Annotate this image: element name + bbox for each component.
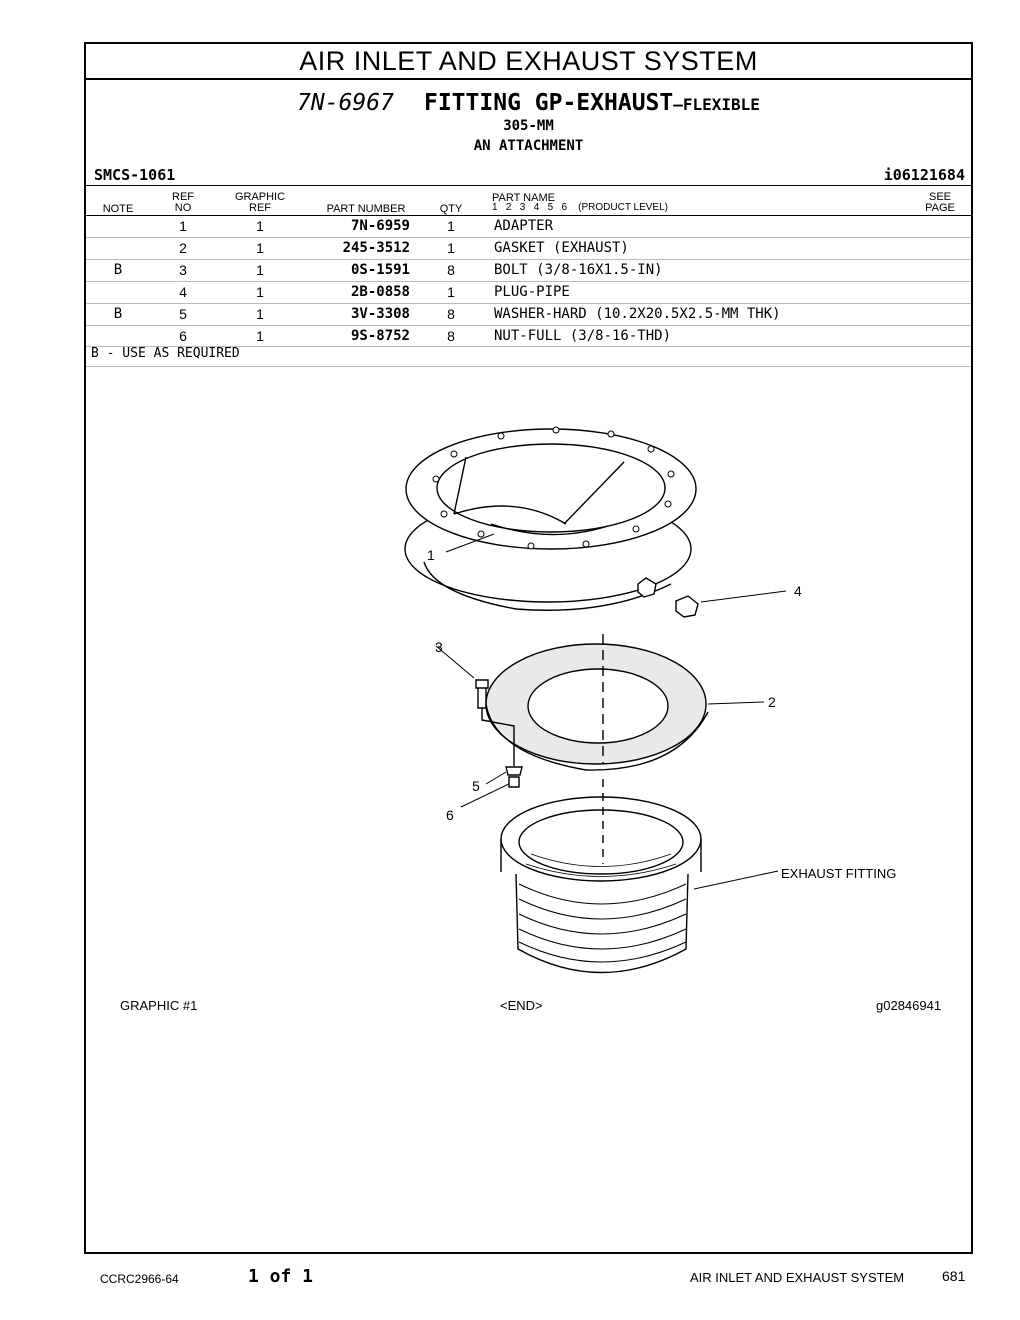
part-number-cell: 3V-3308 <box>350 306 410 322</box>
qty-cell: 8 <box>447 328 455 344</box>
col-part-name: PART NAME <box>492 192 555 204</box>
footer-section: AIR INLET AND EXHAUST SYSTEM <box>690 1270 905 1285</box>
page-frame <box>84 42 973 1254</box>
divider <box>86 185 971 186</box>
ref-cell: 4 <box>179 284 187 300</box>
part-number-cell: 9S-8752 <box>350 328 410 344</box>
callout-6: 6 <box>446 807 454 823</box>
ref-cell: 2 <box>179 240 187 256</box>
graphic-ref-cell: 1 <box>256 328 264 344</box>
graphic-label: GRAPHIC #1 <box>120 998 198 1013</box>
group-part-name: FITTING GP-EXHAUST <box>423 90 674 116</box>
table-row <box>86 216 971 237</box>
exhaust-fitting-label: EXHAUST FITTING <box>781 866 897 881</box>
qty-cell: 1 <box>447 218 455 234</box>
system-title: AIR INLET AND EXHAUST SYSTEM <box>86 44 971 80</box>
col-see-page: SEE PAGE <box>925 191 955 214</box>
note-cell: B <box>113 262 123 278</box>
col-note: NOTE <box>102 203 134 215</box>
callout-2: 2 <box>768 694 776 710</box>
size-line: 305-MM <box>503 118 554 134</box>
part-number-cell: 245-3512 <box>342 240 410 256</box>
graphic-ref-cell: 1 <box>256 306 264 322</box>
qty-cell: 8 <box>447 306 455 322</box>
group-part-name-suffix: —FLEXIBLE <box>673 95 760 114</box>
table-row <box>86 326 971 347</box>
col-ref-no: REF NO <box>172 191 194 214</box>
doc-id: CCRC2966-64 <box>100 1272 179 1286</box>
ref-cell: 6 <box>179 328 187 344</box>
col-part-number: PART NUMBER <box>326 203 406 215</box>
adapter-drawing <box>405 427 696 610</box>
part-header <box>86 80 971 156</box>
smcs-code: SMCS-1061 <box>94 166 176 184</box>
qty-cell: 8 <box>447 262 455 278</box>
part-title-line <box>86 90 971 116</box>
graphic-ref-cell: 1 <box>256 218 264 234</box>
callout-4: 4 <box>794 583 802 599</box>
group-part-number: 7N-6967 <box>297 90 394 116</box>
end-label: <END> <box>500 998 543 1013</box>
exploded-view-illustration <box>316 384 897 964</box>
graphic-ref-cell: 1 <box>256 240 264 256</box>
ref-cell: 3 <box>179 262 187 278</box>
graphic-id: g02846941 <box>876 998 942 1013</box>
part-name-cell: WASHER-HARD (10.2X20.5X2.5-MM THK) <box>494 306 781 322</box>
note-cell: B <box>113 306 123 322</box>
callout-1: 1 <box>427 547 435 563</box>
table-row <box>86 282 971 303</box>
part-number-cell: 2B-0858 <box>350 284 410 300</box>
note-b: B - USE AS REQUIRED <box>91 346 240 361</box>
callout-3: 3 <box>435 639 443 655</box>
part-name-cell: BOLT (3/8-16X1.5-IN) <box>494 262 663 278</box>
col-qty: QTY <box>439 203 463 215</box>
page-of: 1 of 1 <box>248 1266 314 1287</box>
row-divider <box>86 366 971 367</box>
graphic-ref-cell: 1 <box>256 284 264 300</box>
table-row <box>86 238 971 259</box>
page-number: 681 <box>942 1268 966 1284</box>
col-product-levels: 1 2 3 4 5 6 (PRODUCT LEVEL) <box>492 202 668 213</box>
qty-cell: 1 <box>447 284 455 300</box>
part-name-cell: PLUG-PIPE <box>494 284 570 300</box>
table-row <box>86 304 971 325</box>
part-name-cell: NUT-FULL (3/8-16-THD) <box>494 328 672 344</box>
table-row <box>86 260 971 281</box>
graphic-ref-cell: 1 <box>256 262 264 278</box>
part-number-cell: 0S-1591 <box>350 262 410 278</box>
qty-cell: 1 <box>447 240 455 256</box>
part-name-cell: GASKET (EXHAUST) <box>494 240 629 256</box>
col-graphic-ref: GRAPHIC REF <box>234 191 286 214</box>
ref-cell: 5 <box>179 306 187 322</box>
part-name-cell: ADAPTER <box>494 218 554 234</box>
exhaust-fitting-drawing <box>501 779 778 973</box>
callout-5: 5 <box>472 778 480 794</box>
part-number-cell: 7N-6959 <box>350 218 410 234</box>
gasket-drawing <box>486 634 764 770</box>
attachment-line: AN ATTACHMENT <box>473 138 584 154</box>
ident-code: i06121684 <box>883 166 965 184</box>
ref-cell: 1 <box>179 218 187 234</box>
